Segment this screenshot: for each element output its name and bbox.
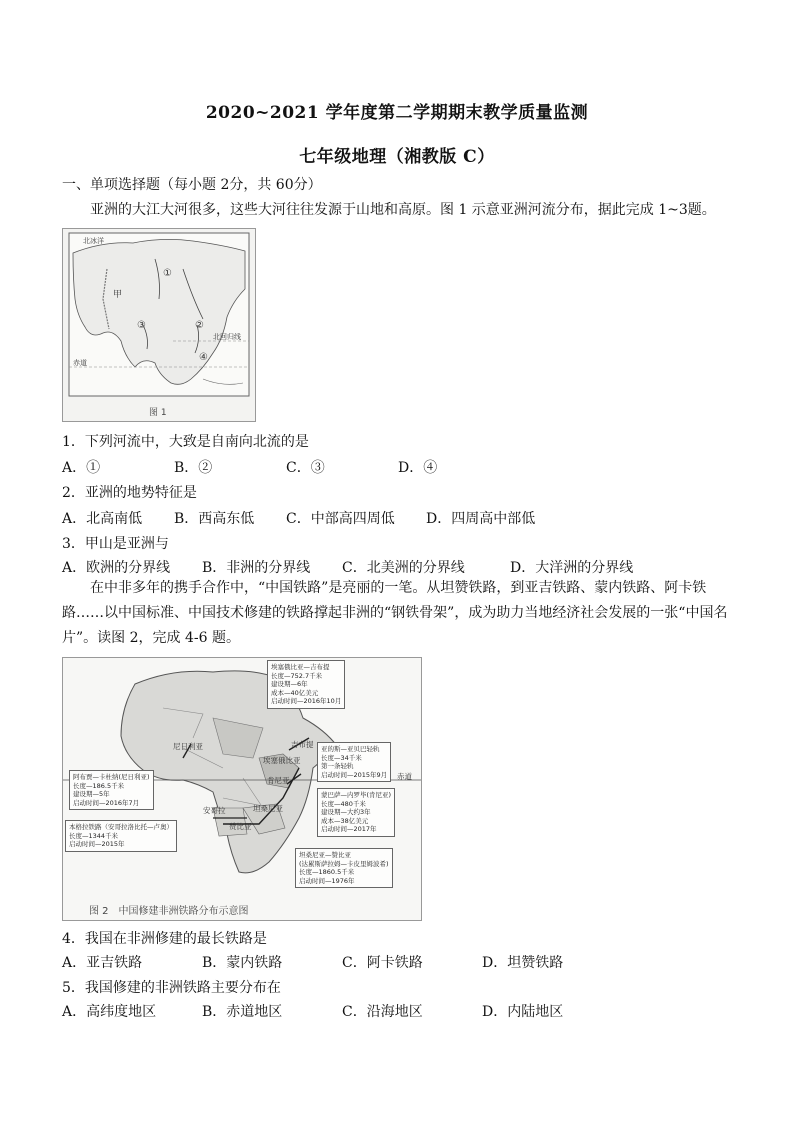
q4-option-c[interactable]: C．阿卡铁路	[342, 955, 423, 971]
q1-option-b[interactable]: B．②	[174, 460, 213, 476]
question-4-stem: 4．我国在非洲修建的最长铁路是	[62, 931, 267, 947]
question-3-stem: 3．甲山是亚洲与	[62, 536, 169, 552]
question-2-stem: 2．亚洲的地势特征是	[62, 485, 197, 501]
railway-info-addis-djibouti: 埃塞俄比亚—吉布提 长度—752.7千米 建设期—6年 成本—40亿美元 启动时间—2016年10月	[267, 660, 345, 709]
river-4-label: ④	[199, 352, 208, 363]
intro-paragraph-2: 在中非多年的携手合作中，“中国铁路”是亮丽的一笔。从坦赞铁路，到亚吉铁路、蒙内铁路、阿卡铁路……以中国标准、中国技术修建的铁路撑起非洲的“钢铁骨架”，成为助力当地经济社会发展的一张“中国名片”。读图 2，完成 4-6 题。	[62, 580, 728, 646]
question-1-stem: 1．下列河流中，大致是自南向北流的是	[62, 434, 309, 450]
country-ethiopia: 埃塞俄比亚	[263, 756, 301, 765]
q5-option-c[interactable]: C．沿海地区	[342, 1004, 423, 1020]
country-djibouti: 吉布提	[291, 740, 314, 749]
section-heading: 一、单项选择题（每小题 2分，共 60分）	[62, 177, 322, 193]
figure-2-caption: 图 2 中国修建非洲铁路分布示意图	[89, 906, 249, 917]
q4-option-d[interactable]: D．坦赞铁路	[482, 955, 564, 971]
question-2-options	[62, 508, 742, 528]
railway-info-mombasa-nairobi: 蒙巴萨—内罗毕(肯尼亚) 长度—480千米 建设期—大约3年 成本—38亿美元 启动时间—2017年	[317, 788, 395, 837]
exam-subtitle: 七年级地理（湘教版 C）	[299, 147, 495, 167]
railway-info-tazara: 坦桑尼亚—赞比亚 (达累斯萨拉姆—卡皮里姆波希) 长度—1860.5千米 启动时间—1976年	[295, 848, 393, 888]
country-angola: 安哥拉	[203, 806, 226, 815]
equator-label-fig2: 赤道	[397, 772, 412, 781]
railway-info-addis-light-rail: 亚的斯—亚贝巴轻轨 长度—34千米 第一条轻轨 启动时间—2015年9月	[317, 742, 391, 782]
q1-option-d[interactable]: D．④	[398, 460, 438, 476]
figure-1-caption: 图 1	[149, 408, 167, 418]
q4-option-a[interactable]: A．亚吉铁路	[62, 955, 143, 971]
q3-option-c[interactable]: C．北美洲的分界线	[342, 560, 465, 576]
country-nigeria: 尼日利亚	[173, 742, 203, 751]
railway-info-benguela: 本格拉铁路（安哥拉洛比托—卢奥） 长度—1344千米 启动时间—2015年	[65, 820, 177, 852]
q3-option-a[interactable]: A．欧洲的分界线	[62, 560, 171, 576]
asia-map-drawing	[63, 229, 255, 421]
question-5-stem: 5．我国修建的非洲铁路主要分布在	[62, 980, 281, 996]
q5-option-a[interactable]: A．高纬度地区	[62, 1004, 157, 1020]
arctic-ocean-label: 北冰洋	[83, 237, 104, 245]
q5-option-b[interactable]: B．赤道地区	[202, 1004, 283, 1020]
q2-option-a[interactable]: A．北高南低	[62, 511, 143, 527]
country-tanzania: 坦桑尼亚	[253, 804, 283, 813]
q2-option-d[interactable]: D．四周高中部低	[426, 511, 536, 527]
river-2-label: ②	[195, 320, 204, 331]
equator-label: 赤道	[73, 359, 87, 367]
q3-option-d[interactable]: D．大洋洲的分界线	[510, 560, 634, 576]
mountain-jia-label: 甲	[113, 290, 123, 300]
question-4-options	[62, 952, 742, 972]
q4-option-b[interactable]: B．蒙内铁路	[202, 955, 283, 971]
q5-option-d[interactable]: D．内陆地区	[482, 1004, 564, 1020]
country-kenya: 肯尼亚	[267, 776, 290, 785]
q3-option-b[interactable]: B．非洲的分界线	[202, 560, 311, 576]
question-3-options	[62, 557, 742, 577]
river-1-label: ①	[163, 268, 172, 279]
intro-paragraph-1: 亚洲的大江大河很多，这些大河往往发源于山地和高原。图 1 示意亚洲河流分布，据此完成 1~3题。	[90, 202, 716, 218]
question-5-options	[62, 1001, 742, 1021]
exam-title: 2020~2021 学年度第二学期期末教学质量监测	[205, 103, 589, 123]
q1-option-a[interactable]: A．①	[62, 460, 101, 476]
question-1-options	[62, 457, 742, 477]
q1-option-c[interactable]: C．③	[286, 460, 325, 476]
q2-option-b[interactable]: B．西高东低	[174, 511, 255, 527]
tropic-label: 北回归线	[213, 333, 241, 341]
figure-2-africa-railway-map	[62, 657, 422, 921]
q2-option-c[interactable]: C．中部高四周低	[286, 511, 395, 527]
river-3-label: ③	[137, 320, 146, 331]
country-zambia: 赞比亚	[229, 822, 252, 831]
railway-info-abuja-kaduna: 阿布贾—卡杜纳(尼日利亚) 长度—186.5千米 建设期—5年 启动时间—2016年7月	[69, 770, 154, 810]
figure-1-asia-map	[62, 228, 256, 422]
